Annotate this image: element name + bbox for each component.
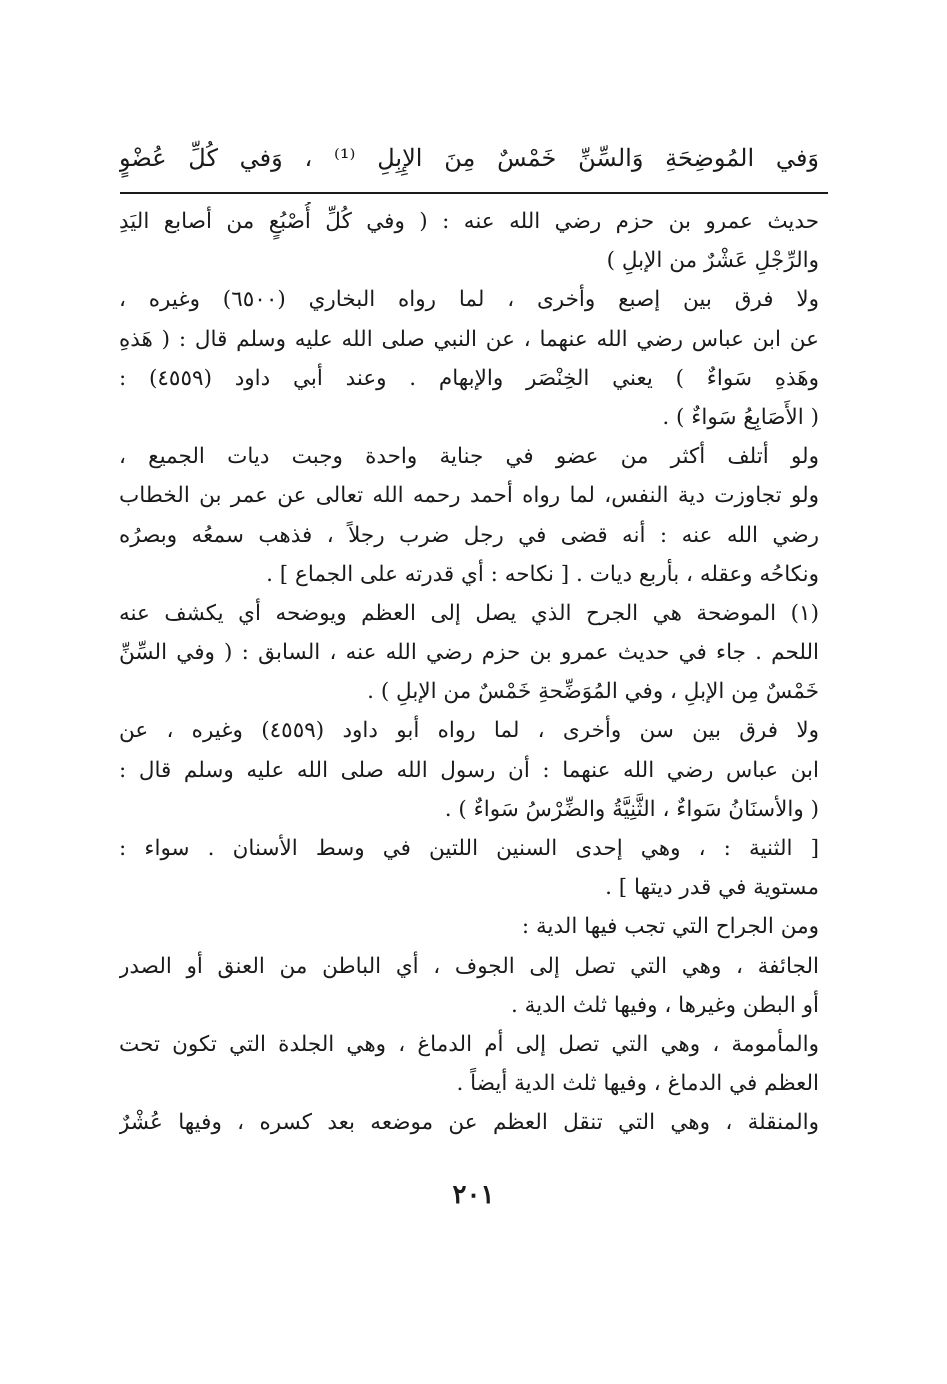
body-line: العظم في الدماغ ، وفيها ثلث الدية أيضاً .: [456, 1071, 819, 1097]
body-line: ولا فرق بين إصبع وأخرى ، لما رواه البخاري (٦٥٠٠) وغيره ،: [119, 287, 819, 313]
footnote-line: ولا فرق بين سن وأخرى ، لما رواه أبو داود (٤٥٥٩) وغيره ، عن: [119, 718, 819, 744]
page-number: ٢٠١: [452, 1180, 495, 1210]
body-line: عن ابن عباس رضي الله عنهما ، عن النبي صلى الله عليه وسلم قال : ( هَذهِ: [119, 326, 819, 352]
body-line: والمنقلة ، وهي التي تنقل العظم عن موضعه بعد كسره ، وفيها عُشْرٌ: [119, 1110, 819, 1136]
body-line: والمأمومة ، وهي التي تصل إلى أم الدماغ ، وهي الجلدة التي تكون تحت: [119, 1031, 819, 1057]
matn-verse: وَفي المُوضِحَةِ وَالسِّنِّ خَمْسٌ مِنَ الإِبِلِ ⁽¹⁾ ، وَفي كُلِّ عُضْوٍ: [119, 144, 819, 172]
footnote-line: مستوية في قدر ديتها ] .: [605, 875, 819, 901]
footnote-line: اللحم . جاء في حديث عمرو بن حزم رضي الله عنه ، السابق : ( وفي السِّنِّ: [119, 640, 819, 666]
body-line: رضي الله عنه : أنه قضى في رجل ضرب رجلاً ، فذهب سمعُه وبصرُه: [119, 522, 819, 548]
body-line: وهَذهِ سَواءٌ ) يعني الخِنْصَر والإبهام . وعند أبي داود (٤٥٥٩) :: [119, 365, 819, 391]
body-line: والرِّجْلِ عَشْرٌ من الإبلِ ): [606, 248, 819, 274]
body-line: ونكاحُه وعقله ، بأربع ديات . [ نكاحه : أي قدرته على الجماع ] .: [266, 561, 819, 587]
body-line: ولو أتلف أكثر من عضو في جناية واحدة وجبت ديات الجميع ،: [119, 444, 819, 470]
body-line: ومن الجراح التي تجب فيها الدية :: [521, 914, 819, 940]
footnote-line: ( والأسنَانُ سَواءٌ ، الثَّنِيَّةُ والضِّرْسُ سَواءٌ ) .: [444, 796, 819, 822]
footnote-line: [ الثنية : ، وهي إحدى السنين اللتين في وسط الأسنان . سواء :: [119, 836, 819, 861]
body-line: ( الأَصَابِعُ سَواءٌ ) .: [662, 404, 819, 430]
body-line: الجائفة ، وهي التي تصل إلى الجوف ، أي الباطن من العنق أو الصدر: [119, 953, 819, 979]
header-divider: [120, 192, 828, 194]
footnote-line: ابن عباس رضي الله عنهما : أن رسول الله صلى الله عليه وسلم قال :: [119, 757, 819, 783]
body-line: ولو تجاوزت دية النفس، لما رواه أحمد رحمه الله تعالى عن عمر بن الخطاب: [119, 483, 819, 509]
body-line: حديث عمرو بن حزم رضي الله عنه : ( وفي كُلِّ أُصْبُعٍ من أصابع اليَدِ: [119, 209, 819, 234]
footnote-line: (١) الموضحة هي الجرح الذي يصل إلى العظم ويوضحه أي يكشف عنه: [119, 600, 819, 626]
commentary-body: [119, 202, 819, 1143]
footnote-line: خَمْسٌ مِن الإبلِ ، وفي المُوَضِّحةِ خَمْسٌ من الإبلِ ) .: [367, 679, 819, 705]
body-line: أو البطن وغيرها ، وفيها ثلث الدية .: [511, 992, 819, 1018]
